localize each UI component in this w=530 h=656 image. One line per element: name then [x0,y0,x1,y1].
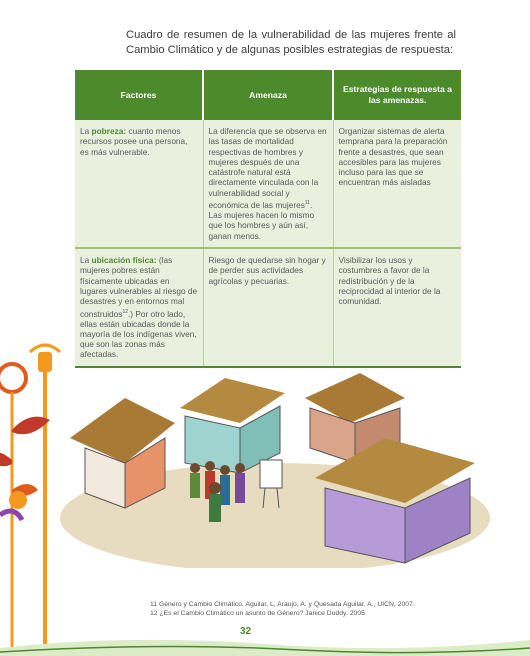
footnote-ref: 12 [122,308,128,315]
bottom-wave-decoration [0,630,530,656]
factor-prefix: La [80,255,92,266]
village-illustration [55,368,495,568]
footnotes [150,600,415,618]
vulnerability-table [75,70,461,368]
factor-prefix: La [80,126,92,136]
table-header-row [75,70,461,120]
header-amenaza: Amenaza [203,70,333,120]
footnote-11: 11 Género y Cambio Climático. Aguilar, L, Araujo, A. y Quesada Aguilar, A., UICN, 2007. [150,601,415,608]
header-estrategias: Estrategias de respuesta a las amenazas. [333,70,461,120]
page-number: 32 [240,626,252,637]
amenaza-text-end: . Las mujeres hacen lo mismo que los hombres y aún así, ganan menos. [208,199,315,241]
cell-estrategia-ubicacion: Visibilizar los usos y costumbres a favor de la redistribución y de la reciprocidad al interior de la comunidad. [333,248,461,367]
intro-paragraph: Cuadro de resumen de la vulnerabilidad de las mujeres frente al Cambio Climático y de algunas posibles estrategias de respuesta: [126,29,456,56]
amenaza-text: La diferencia que se observa en las tasas de mortalidad respectivas de hombres y mujeres después de una catástrofe natural está directamente vinculada con la vulnerabilidad social y económica de las mujeres [208,126,327,210]
factor-text: (las mujeres pobres están físicamente ubicadas en lugares vulnerables al riesgo de desastres y en entornos mal construidos [80,255,198,319]
footnote-12: 12 ¿Es el Cambio Climático un asunto de Género? Janice Duddy. 2005 [150,610,365,617]
cell-factor-ubicacion [75,248,203,367]
header-factores: Factores [75,70,203,120]
table-row [75,248,461,367]
cell-factor-pobreza [75,120,203,248]
factor-highlight: pobreza: [91,126,127,136]
factor-text: cuanto menos recursos posee una persona, es más vulnerable. [80,126,188,157]
cell-amenaza-pobreza [203,120,333,248]
cell-amenaza-ubicacion: Riesgo de quedarse sin hogar y de perder sus actividades agrícolas y pecuarias. [203,248,333,367]
footnote-ref: 11 [304,200,311,207]
factor-highlight: ubicación física: [91,255,157,266]
factor-text-end: .) Por otro lado, ellas están ubicadas donde la mayoría de los indígenas viven, que son las zonas más afectadas. [80,308,197,360]
table-row [75,120,461,248]
cell-estrategia-pobreza: Organizar sistemas de alerta temprana para la preparación frente a desastres, que sean accesibles para las mujeres incluso para las que se encuentran más aisladas [333,120,461,248]
